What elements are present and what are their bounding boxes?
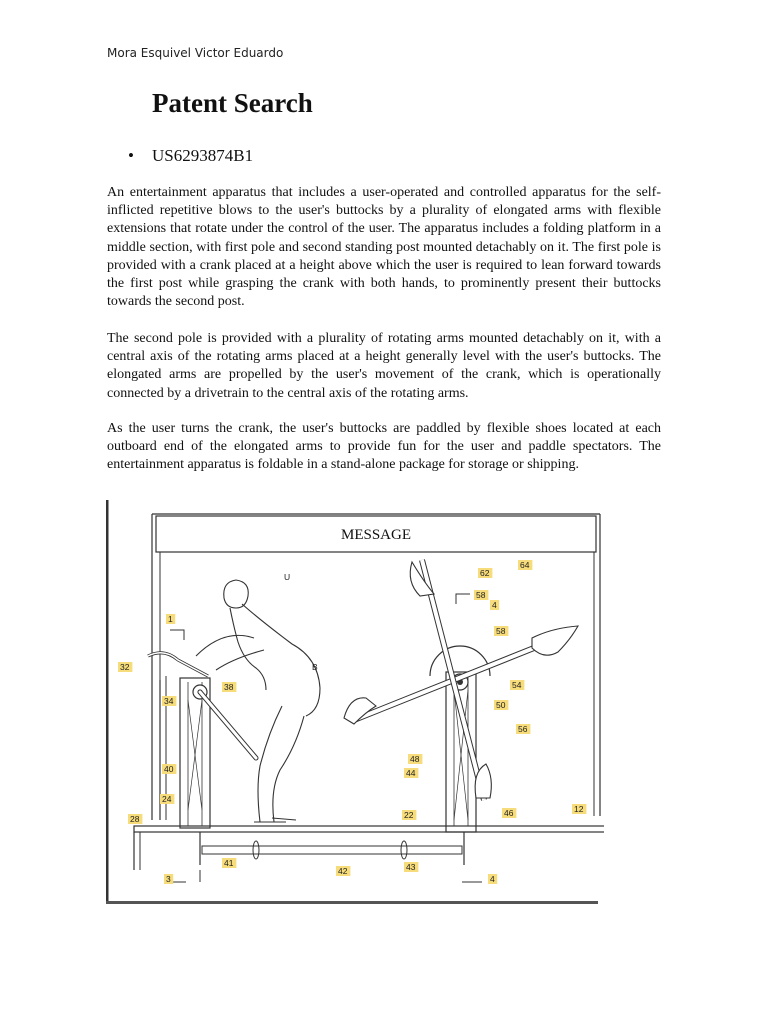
reference-number-41: 41 [224, 858, 234, 868]
reference-number-22: 22 [404, 810, 414, 820]
reference-number-64: 64 [520, 560, 530, 570]
drive-shaft [202, 846, 462, 854]
paragraph-3: As the user turns the crank, the user's buttocks are paddled by flexible shoes located at each outboard end of the elongated arms to provide fun for the user and paddle spectators. The entertainment apparatus is foldable in a stand-alone package for storage or shipping. [107, 421, 661, 473]
reference-number-24: 24 [162, 794, 172, 804]
figure-bottom-border [106, 901, 598, 904]
patent-drawing-svg [104, 500, 604, 906]
paragraph-2: The second pole is provided with a plurality of rotating arms mounted detachably on it, with a central axis of the rotating arms placed at a height generally level with the user's buttocks. The elongated arms are propelled by the user's movement of the crank, which is operationally connected by a drivetrain to the central axis of the rotating arms. [107, 331, 661, 401]
reference-number-56: 56 [518, 724, 528, 734]
reference-number-12: 12 [574, 804, 584, 814]
author-name: Mora Esquivel Victor Eduardo [107, 46, 284, 60]
paddle-shoe-right [532, 626, 578, 655]
patent-drawing [104, 500, 604, 906]
reference-number-34: 34 [164, 696, 174, 706]
paragraph-1: An entertainment apparatus that includes a user-operated and controlled apparatus for the self-inflicted repetitive blows to the user's buttocks by a plurality of elongated arms with flexible extensions that rotate under the control of the user. The apparatus includes a folding platform in a middle section, with first pole and second standing post mounted detachably on it. The first pole is provided with a crank placed at a height above which the user is required to lean forward towards the first post while grasping the crank with both hands, to prominently present their buttocks towards the second post. [107, 185, 661, 310]
reference-number-43: 43 [406, 862, 416, 872]
user-letter-label: U [284, 572, 291, 582]
reference-number-28: 28 [130, 814, 140, 824]
reference-number-32: 32 [120, 662, 130, 672]
reference-number-44: 44 [406, 768, 416, 778]
reference-number-1: 1 [168, 614, 173, 624]
user-figure [196, 580, 320, 822]
bullet-dot-icon: • [128, 146, 134, 165]
buttocks-letter-label: B [312, 662, 318, 672]
reference-number-3: 3 [166, 874, 171, 884]
figure-left-border [106, 500, 109, 904]
reference-number-4: 4 [490, 874, 495, 884]
platform [134, 826, 604, 832]
reference-number-54: 54 [512, 680, 522, 690]
reference-number-62: 62 [480, 568, 490, 578]
reference-number-40: 40 [164, 764, 174, 774]
reference-number-42: 42 [338, 866, 348, 876]
banner-text: MESSAGE [340, 527, 412, 543]
patent-number: US6293874B1 [152, 146, 254, 165]
reference-number-58: 58 [496, 626, 506, 636]
reference-number-46: 46 [504, 808, 514, 818]
patent-number-bullet [128, 146, 253, 166]
reference-number-58: 58 [476, 590, 486, 600]
reference-number-50: 50 [496, 700, 506, 710]
reference-number-38: 38 [224, 682, 234, 692]
reference-number-4: 4 [492, 600, 497, 610]
page-title: Patent Search [152, 88, 313, 118]
reference-number-48: 48 [410, 754, 420, 764]
